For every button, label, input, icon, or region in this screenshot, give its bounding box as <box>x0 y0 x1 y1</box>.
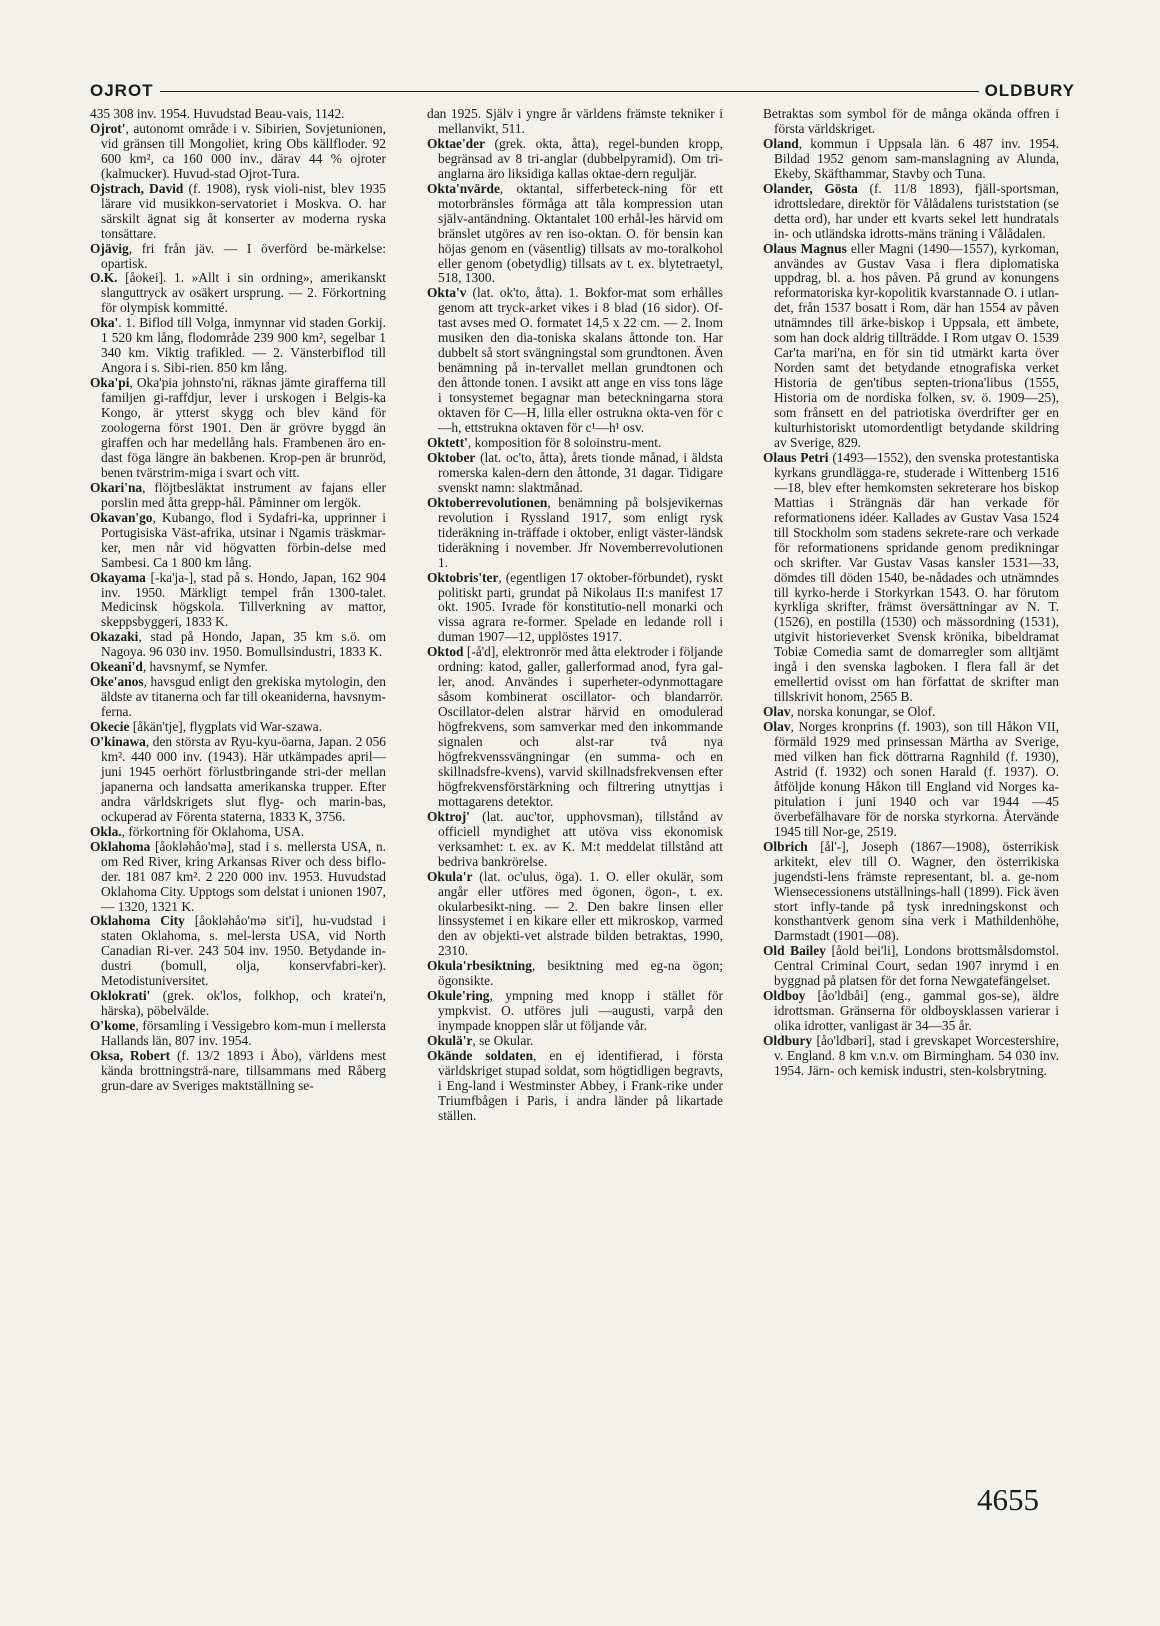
entry-headword: Okula'rbesiktning <box>427 958 532 974</box>
dictionary-entry <box>90 182 386 242</box>
entry-definition: [ål'-], Joseph (1867—1908), österrikisk arkitekt, elev till O. Wagner, den österrikiska jugendsti-lens främste representant, bl. a. ge-nom Wiensecessionens utställnings-hall (1899). Fick även stort infly-tande på tysk inredningskonst och konsthantverk genom sina verk i Mathildenhöhe, Darmstadt (1901—08). <box>774 838 1059 944</box>
entry-definition: [åokləhåo'mə], stad i s. mellersta USA, n. om Red River, kring Arkansas River och dess biflo-der. 181 087 km². 2 220 000 inv. 1953. Huvudstad Oklahoma City. Upptogs som delstat i unionen 1907, — 1320, 1321 K. <box>101 838 386 914</box>
entry-definition: [åkän'tje], flygplats vid War-szawa. <box>129 719 323 735</box>
entry-definition: , den största av Ryu-kyu-öarna, Japan. 2 056 km². 440 000 inv. (1943). Här utkämpades april—juni 1945 oerhört förlustbringande stri-der mellan japanerna och landsatta amerikanska trupper. Efter andra världskrigets slut flyg- och marin-bas, ockuperad av Förenta staterna, 1833 K, 3756. <box>101 734 386 824</box>
dictionary-entry <box>90 571 386 631</box>
dictionary-entry <box>427 989 723 1034</box>
entry-headword: Olaus Magnus <box>763 240 847 256</box>
dictionary-entry <box>90 481 386 511</box>
entry-definition: , besiktning med eg-na ögon; ögonsikte. <box>438 958 723 989</box>
entry-headword: Oldbury <box>763 1033 813 1049</box>
entry-headword: Okavan'go <box>90 509 153 525</box>
entry-definition: [åokləhåo'mə sit'i], hu-vudstad i staten Oklahoma, s. mel-lersta USA, vid North Canadian Ri-ver. 243 504 inv. 1950. Betydande in-dustri (bomull, olja, konservfabri-ker). Metodistuniversitet. <box>101 913 386 989</box>
entry-definition: (lat. oc'to, åtta), årets tionde månad, i äldsta romerska kalen-dern den åttonde, 31 dagar. Tidigare svenskt namn: slaktmånad. <box>438 449 723 495</box>
entry-definition: (grek. okta, åtta), regel-bunden kropp, begränsad av 8 tri-anglar (dubbelpyramid). Om tri-anglarna äro liksidiga kallas oktae-dern reguljär. <box>438 135 723 181</box>
dictionary-entry <box>763 840 1059 945</box>
entry-definition: [-ka'ja-], stad på s. Hondo, Japan, 162 904 inv. 1950. Märkligt tempel från 1300-talet. Medicinsk högskola. Tillverkning av mattor, skeppsbyggeri, 1833 K. <box>101 569 386 630</box>
entry-headword: Ojrot' <box>90 120 126 136</box>
entry-headword: Oland <box>763 135 799 151</box>
entry-definition: , havsgud enligt den grekiska mytologin, den äldste av titanerna och far till okeaniderna, havsnym-ferna. <box>101 674 386 720</box>
dictionary-entry <box>427 810 723 870</box>
entry-headword: Okta'nvärde <box>427 180 500 196</box>
dictionary-entry <box>763 944 1059 989</box>
entry-headword: Oktod <box>427 644 464 660</box>
column-2 <box>427 107 723 1124</box>
entry-definition: (f. 11/8 1893), fjäll-sportsman, idrottsledare, direktör för Vålådalens turiststation (se detta ord), har under ett kvarts sekel lett hundratals in- och utländska idrotts-mäns träning i Vålådalen. <box>774 180 1059 241</box>
column-3 <box>763 107 1059 1079</box>
dictionary-entry <box>427 571 723 646</box>
entry-definition: , flöjtbesläktat instrument av fajans eller porslin med åtta grepp-hål. Påminner om lergök. <box>101 479 386 510</box>
dictionary-entry <box>427 959 723 989</box>
entry-headword: Okayama <box>90 569 146 585</box>
entry-headword: O'kinawa <box>90 734 146 750</box>
entry-definition: [åokei]. 1. »Allt i sin ordning», amerikanskt slanguttryck av osäkert ursprung. — 2. Förkortning för olympisk kommitté. <box>101 270 386 316</box>
entry-definition: (grek. ok'los, folkhop, och kratei'n, härska), pöbelvälde. <box>101 988 386 1019</box>
entry-definition: , (egentligen 17 oktober-förbundet), ryskt politiskt parti, grundat på Nikolaus II:s manifest 17 okt. 1905. Ivrade för konstitutio-nell monarki och vissa agrara re-former. Spelade en ledande roll i duman 1907—12, upplöstes 1917. <box>438 569 723 645</box>
entry-definition: (f. 13/2 1893 i Åbo), världens mest kända brottningsträ-nare, tillsammans med Råberg grun-dare av Sveriges maktställning se- <box>101 1048 387 1093</box>
entry-definition: (lat. auc'tor, upphovsman), tillstånd av officiell myndighet att utöva viss ekonomisk verksamhet: t. ex. av K. M:t meddelat tillstånd att bedriva bankrörelse. <box>438 808 723 869</box>
dictionary-entry <box>90 511 386 571</box>
entry-definition: [åo'ldbəri], stad i grevskapet Worcestershire, v. England. 8 km v.n.v. om Birmingham. 54 030 inv. 1954. Järn- och kemisk industri, sten-kolsbrytning. <box>774 1033 1059 1078</box>
dictionary-entry <box>90 735 386 825</box>
entry-definition: (lat. oc'ulus, öga). 1. O. eller okulär, som angår eller utföres med ögonen, ögon-, t. ex. okularbesikt-ning. — 2. Den bakre linsen eller linssystemet i en kikare eller ett mikroskop, varmed den av objekti-vet alstrade bilden betraktas, 1990, 2310. <box>438 868 723 959</box>
dictionary-entry <box>763 107 1059 137</box>
entry-definition: , oktantal, sifferbeteck-ning för ett motorbränsles förmåga att tåla kompression utan själv-antändning. Oktantalet 100 erhål-les härvid om bränslet utgöres av ren iso-oktan. O. för bensin kan höjas genom en (väsentlig) tillsats av mo-toralkohol eller genom (obetydlig) tillsats av t. ex. blytetraetyl, 518, 1300. <box>438 180 723 286</box>
entry-definition: , församling i Vessigebro kom-mun i mellersta Hallands län, 807 inv. 1954. <box>101 1018 386 1049</box>
dictionary-entry <box>90 1049 386 1094</box>
entry-headword: Okule'ring <box>427 988 490 1004</box>
dictionary-entry <box>90 271 386 316</box>
entry-definition: , fri från jäv. — I överförd be-märkelse: opartisk. <box>101 240 386 271</box>
entry-definition: . 1. Biflod till Volga, inmynnar vid staden Gorkij. 1 520 km lång, flodområde 239 900 km², segelbar 1 340 km. Viktig trafikled. — 2. Vänsterbiflod till Angora i s. Sibi-rien. 850 km lång. <box>101 315 386 376</box>
header-left-guideword: OJROT <box>90 81 154 100</box>
entry-headword: Okeani'd <box>90 659 143 675</box>
dictionary-entry <box>763 137 1059 182</box>
dictionary-entry <box>427 436 723 451</box>
entry-headword: Oke'anos <box>90 674 144 690</box>
entry-definition: , Oka'pia johnsto'ni, räknas jämte girafferna till familjen gi-raffdjur, lever i urskogen i Belgis-ka Kongo, är ytterst skygg och blev känd för zoologerna först 1901. Den är grövre byggd än giraffen och har medellång hals. Frambenen äro en-dast föga längre än bakbenen. Krop-pen är brunröd, benen tvärstrim-miga i svart och vitt. <box>101 375 386 480</box>
dictionary-entry <box>427 137 723 182</box>
dictionary-entry <box>427 1034 723 1049</box>
dictionary-entry <box>90 242 386 272</box>
entry-headword: O.K. <box>90 270 118 286</box>
entry-headword: Okulä'r <box>427 1033 473 1049</box>
entry-definition: , kommun i Uppsala län. 6 487 inv. 1954. Bildad 1952 genom sam-manslagning av Alunda, Ekeby, Skäfthammar, Stavby och Tuna. <box>774 135 1059 181</box>
entry-headword: Olaus Petri <box>763 449 829 465</box>
entry-definition: , havsnymf, se Nymfer. <box>142 659 268 675</box>
entry-definition: , se Okular. <box>472 1033 534 1049</box>
dictionary-entry <box>763 989 1059 1034</box>
entry-definition: , en ej identifierad, i första världskriget stupad soldat, som högtidligen begravts, i Eng-land i Westminster Abbey, i Frank-rike under Triumfbågen i Paris, i andra länder på likartade ställen. <box>438 1048 723 1123</box>
column-1 <box>90 107 386 1094</box>
dictionary-entry <box>763 1034 1059 1079</box>
dictionary-entry <box>427 451 723 496</box>
entry-headword: Okta'v <box>427 285 467 301</box>
entry-definition: , benämning på bolsjevikernas revolution i Ryssland 1917, som enligt rysk tideräkning in-träffade i oktober, enligt väster-ländsk tideräkning i november. Jfr Novemberrevolutionen 1. <box>438 494 723 570</box>
dictionary-entry <box>90 1019 386 1049</box>
entry-definition: [-å'd], elektronrör med åtta elektroder i följande ordning: katod, galler, gallerformad anod, fyra gal-ler, anod. Användes i superheter-odynmottagare såsom kombinerat oscillator- och blandarrör. Oscillator-delen alstrar härvid en omodulerad högfrekvens, som samverkar med den inkommande signalen och alst-rar två nya högfrekvenssvängningar (en summa- och en skillnadsfre-kvens), varvid skillnadsfrekvensen efter högfrekvensförstärkning och filtrering utnyttjas i mottagarens detektor. <box>438 644 723 809</box>
entry-definition: (f. 1908), rysk violi-nist, blev 1935 lärare vid musikkon-servatoriet i Moskva. O. har särskilt ägnat sig åt konserter av moderna ryska tonsättare. <box>101 180 387 241</box>
entry-headword: Olbrich <box>763 838 808 854</box>
dictionary-entry <box>90 122 386 182</box>
dictionary-entry <box>763 182 1059 242</box>
entry-definition: eller Magni (1490—1557), kyrkoman, användes av Gustav Vasa i flera diplomatiska uppdrag, bl. a. hos påven. På grund av konungens reformatoriska kyr-kopolitik kvarstannade O. i utlan-det, från 1537 bosatt i Rom, där han 1554 av påven utnämndes till ärke-biskop i Uppsala, ett ämbete, som han dock aldrig tillträdde. I Rom utgav O. 1539 Car'ta mari'na, en för sin tid utmärkt karta över Norden samt det betydande etnografiska verket Historia de gen'tibus septen-triona'libus (1555, Historia om de nordiska folken, sv. ö. 1909—25), som frånsett en del patriotiska överdrifter ger en kulturhistoriskt utomordentligt betydande skildring av Sverige, 829. <box>774 240 1059 450</box>
entry-definition: [åo'ldbåi] (eng., gammal gos-se), äldre idrottsman. Gränserna för oldboysklassen varierar i olika idrotter, vanligast är 34—35 år. <box>774 988 1059 1034</box>
dictionary-entry <box>427 496 723 571</box>
entry-headword: Oklahoma City <box>90 913 185 929</box>
dictionary-entry <box>90 914 386 989</box>
header-rule <box>160 91 979 92</box>
dictionary-entry <box>763 720 1059 840</box>
entry-headword: Okla. <box>90 823 122 839</box>
dictionary-entry <box>763 242 1059 451</box>
dictionary-entry <box>90 630 386 660</box>
entry-headword: O'kome <box>90 1018 136 1034</box>
entry-headword: Oktett' <box>427 434 468 450</box>
entry-headword: Ojstrach, David <box>90 180 184 196</box>
dictionary-entry <box>427 645 723 809</box>
entry-headword: Ojävig <box>90 240 129 256</box>
dictionary-entry <box>427 1049 723 1124</box>
entry-definition: , stad på Hondo, Japan, 35 km s.ö. om Nagoya. 96 030 inv. 1950. Bomullsindustri, 1833 K. <box>101 629 386 660</box>
entry-definition: , autonomt område i v. Sibirien, Sovjetunionen, vid gränsen till Mongoliet, kring Obs källfloder. 92 600 km², ca 160 000 inv., därav 44 % ojroter (kalmucker). Huvud-stad Ojrot-Tura. <box>101 120 386 181</box>
entry-definition: Betraktas som symbol för de många okända offren i första världskriget. <box>763 106 1059 136</box>
entry-definition: , ympning med knopp i stället för ympkvist. O. utföres juli —augusti, varpå den inympade knoppen slår ut följande vår. <box>438 988 723 1034</box>
dictionary-entry <box>763 451 1059 705</box>
entry-definition: , komposition för 8 soloinstru-ment. <box>467 434 662 450</box>
entry-headword: Oktober <box>427 449 476 465</box>
dictionary-entry <box>763 705 1059 720</box>
dictionary-entry <box>90 675 386 720</box>
dictionary-entry <box>427 182 723 287</box>
dictionary-entry <box>90 107 386 122</box>
entry-headword: Oktae'der <box>427 135 486 151</box>
entry-definition: [åold bei'li], Londons brottsmålsdomstol. Central Criminal Court, sedan 1907 inrymd i en byggnad på platsen för det forna Newgatefängelset. <box>774 943 1059 989</box>
dictionary-entry <box>427 107 723 137</box>
entry-definition: , Kubango, flod i Sydafri-ka, upprinner i Portugisiska Väst-afrika, utsinar i Ngamis träskmar-ker, men når vid högvatten förbin-delse med Sambesi. Ca 1 800 km lång. <box>101 509 386 570</box>
dictionary-entry <box>427 286 723 436</box>
entry-headword: Okula'r <box>427 868 473 884</box>
entry-definition: , förkortning för Oklahoma, USA. <box>121 823 305 839</box>
entry-headword: Olav <box>763 704 791 720</box>
entry-headword: Olav <box>763 719 791 735</box>
entry-definition: 435 308 inv. 1954. Huvudstad Beau-vais, 1142. <box>90 106 345 121</box>
running-header <box>90 76 1075 106</box>
dictionary-entry <box>90 989 386 1019</box>
entry-headword: Oksa, Robert <box>90 1048 171 1064</box>
entry-definition: , norska konungar, se Olof. <box>790 704 936 720</box>
entry-headword: Oka'pi <box>90 375 130 391</box>
header-right-guideword: OLDBURY <box>984 81 1075 100</box>
entry-headword: Olander, Gösta <box>763 180 858 196</box>
entry-headword: Old Bailey <box>763 943 826 959</box>
entry-headword: Oktobris'ter <box>427 569 499 585</box>
entry-headword: Oktoberrevolutionen <box>427 494 548 510</box>
dictionary-entry <box>427 870 723 960</box>
dictionary-entry <box>90 825 386 840</box>
entry-headword: Oktroj' <box>427 808 470 824</box>
entry-definition: (lat. ok'to, åtta). 1. Bokfor-mat som erhålles genom att tryck-arket vikes i 8 blad (16 sidor). Of-tast avses med O. formatet 14,5 x 22 cm. — 2. Inom musiken den dia-toniska skalans åttonde ton. Har dubbelt så stort svängningstal som grundtonen. Även benämning på in-tervallet mellan grundtonen och den åttonde tonen. I avsikt att ange en viss tons läge i tonsystemet begagnar man beteckningarna stora oktaven för C—H, lilla eller ostrukna okta-ven för c—h, ettstrukna oktaven för c¹—h¹ osv. <box>438 285 723 436</box>
entry-headword: Oklahoma <box>90 838 151 854</box>
dictionary-entry <box>90 660 386 675</box>
entry-headword: Okazaki <box>90 629 139 645</box>
dictionary-entry <box>90 720 386 735</box>
dictionary-entry <box>90 376 386 481</box>
entry-headword: Okecie <box>90 719 130 735</box>
dictionary-entry <box>90 840 386 915</box>
entry-definition: (1493—1552), den svenska protestantiska kyrkans grundlägga-re, studerade i Wittenberg 1516—18, blev efter hemkomsten sekreterare hos biskop Mattias i Strängnäs där han verkade för reformationens idéer. Kallades av Gustav Vasa 1524 till Stockholm som stadens sekrete-rare och verkade för reformationens spridande genom predikningar och skrifter. Var Gustav Vasas kansler 1531—33, dömdes till döden 1540, be-nådades och utnämndes till kyrko-herde i Storkyrkan 1543. O. har förutom kyrkliga skrifter, främst översättningar av N. T. (1526), en postilla (1530) och mässordning (1531), utgivit historieverket Svensk krönika, bibeldramat Tobiæ Comedia samt de domarregler som alltjämt ingå i den svenska lagboken. I flera fall är det emellertid ovisst om han författat de skrifter man tillskrivit honom, 2565 B. <box>774 449 1059 705</box>
entry-headword: Okari'na <box>90 479 143 495</box>
page-number: 4655 <box>977 1482 1039 1517</box>
entry-headword: Oklokrati' <box>90 988 151 1004</box>
entry-definition: , Norges kronprins (f. 1903), son till Håkon VII, förmäld 1929 med prinsessan Märtha av Sverige, med vilken han fick döttrarna Ragnhild (f. 1930), Astrid (f. 1932) och sonen Harald (f. 1937). O. åtföljde konung Håkon till England vid Norges ka-pitulation i juni 1940 och var 1944 —45 överbefälhavare för de norska styrkorna. Återvände 1945 till Nor-ge, 2519. <box>774 719 1059 839</box>
entry-headword: Oka' <box>90 315 119 331</box>
entry-definition: dan 1925. Själv i yngre år världens främste tekniker i mellanvikt, 511. <box>427 106 723 136</box>
dictionary-entry <box>90 316 386 376</box>
entry-headword: Okände soldaten <box>427 1048 534 1064</box>
entry-headword: Oldboy <box>763 988 806 1004</box>
